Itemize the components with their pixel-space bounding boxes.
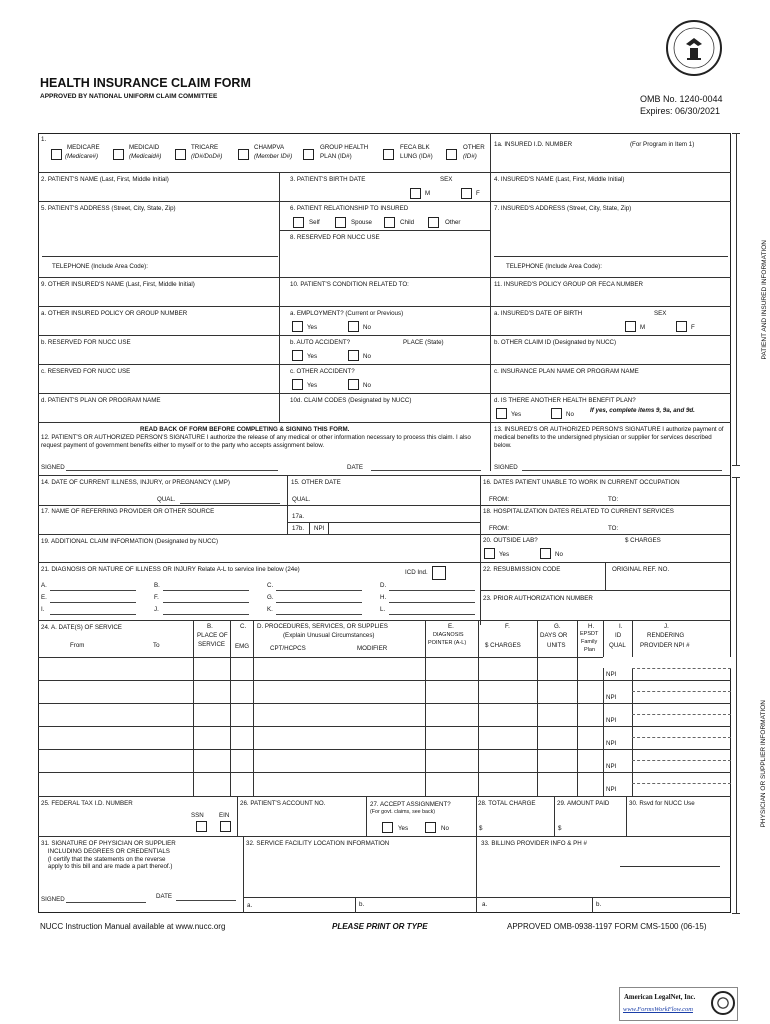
diag-i: I.	[41, 606, 45, 613]
sig12-signed-label: SIGNED	[41, 464, 65, 471]
b32-a-label: a.	[247, 902, 253, 909]
total-charge-dollar: $	[479, 825, 483, 832]
b31-date-label: DATE	[156, 893, 173, 900]
patient-name-label: 2. PATIENT'S NAME (Last, First, Middle Initial)	[41, 176, 169, 183]
claim-codes-label: 10d. CLAIM CODES (Designated by NUCC)	[290, 397, 412, 404]
col-h2-label: EPSDT	[580, 631, 599, 637]
resubmission-label: 22. RESUBMISSION CODE	[483, 566, 561, 573]
b31-signed-label: SIGNED	[41, 896, 65, 903]
agency-seal	[666, 20, 722, 76]
rel-spouse-label: Spouse	[351, 219, 372, 226]
b18-from-label: FROM:	[489, 525, 509, 532]
col-i2-label: ID	[615, 632, 622, 639]
b16-to-label: TO:	[608, 496, 619, 503]
npi-label-3: NPI	[606, 717, 617, 724]
col-e2-label: DIAGNOSIS	[433, 632, 464, 638]
patient-sex-m-checkbox[interactable]	[410, 188, 421, 199]
group-health-sublabel: PLAN (ID#)	[320, 153, 352, 160]
col-i-label: I.	[619, 623, 623, 630]
sig12-signature-line[interactable]	[66, 470, 278, 471]
other-insured-label: 9. OTHER INSURED'S NAME (Last, First, Middle Initial)	[41, 281, 195, 288]
outside-lab-charges-label: $ CHARGES	[625, 537, 661, 544]
rel-spouse-checkbox[interactable]	[335, 217, 346, 228]
another-plan-yes-checkbox[interactable]	[496, 408, 507, 419]
ssn-checkbox[interactable]	[196, 821, 207, 832]
other-date-label: 15. OTHER DATE	[291, 479, 341, 486]
medicaid-label: MEDICAID	[129, 144, 160, 151]
diag-g: G.	[267, 594, 274, 601]
insured-address-label: 7. INSURED'S ADDRESS (Street, City, State, Zip)	[494, 205, 632, 212]
omb-expiry: Expires: 06/30/2021	[640, 106, 721, 116]
ein-checkbox[interactable]	[220, 821, 231, 832]
sig12-date-label: DATE	[347, 464, 364, 471]
rel-other-label: Other	[445, 219, 461, 226]
billing-provider-label: 33. BILLING PROVIDER INFO & PH #	[481, 840, 587, 847]
ein-label: EIN	[219, 812, 230, 819]
sig13-signed-label: SIGNED	[494, 464, 518, 471]
insured-name-label: 4. INSURED'S NAME (Last, First, Middle Initial)	[494, 176, 625, 183]
policy-group-label: 11. INSURED'S POLICY GROUP OR FECA NUMBER	[494, 281, 644, 288]
b33-a-label: a.	[482, 901, 488, 908]
col-d-label: D. PROCEDURES, SERVICES, OR SUPPLIES	[257, 623, 388, 630]
hospitalization-label: 18. HOSPITALIZATION DATES RELATED TO CURRENT SERVICES	[483, 508, 674, 515]
side-label-physician: PHYSICIAN OR SUPPLIER INFORMATION	[759, 700, 767, 828]
insured-id-field[interactable]	[494, 151, 724, 171]
champva-sublabel: (Member ID#)	[254, 153, 293, 160]
other-accident-no-label: No	[363, 382, 371, 389]
npi-label-2: NPI	[606, 694, 617, 701]
side-label-patient: PATIENT AND INSURED INFORMATION	[760, 240, 768, 360]
diag-a: A.	[41, 582, 47, 589]
employment-yes-checkbox[interactable]	[292, 321, 303, 332]
relationship-label: 6. PATIENT RELATIONSHIP TO INSURED	[290, 205, 409, 212]
checkbox-other[interactable]	[446, 149, 457, 160]
brand-logo-icon	[711, 991, 735, 1015]
sig12-date-line[interactable]	[371, 470, 481, 471]
col-j3-label: PROVIDER NPI #	[640, 642, 690, 649]
brand-url[interactable]: www.FormsWorkFlow.com	[623, 1006, 693, 1013]
col-c-label: C.	[240, 623, 247, 630]
rel-self-checkbox[interactable]	[293, 217, 304, 228]
another-plan-yes-label: Yes	[511, 411, 522, 418]
icd-ind-label: ICD Ind.	[405, 569, 428, 576]
other-accident-yes-checkbox[interactable]	[292, 379, 303, 390]
tricare-label: TRICARE	[191, 144, 219, 151]
col-g2-label: DAYS OR	[540, 632, 568, 639]
checkbox-tricare[interactable]	[175, 149, 186, 160]
patient-name-field[interactable]	[40, 184, 276, 200]
col-f-label: F.	[505, 623, 510, 630]
other-claim-label: b. OTHER CLAIM ID (Designated by NUCC)	[494, 339, 617, 346]
assignment-no-checkbox[interactable]	[425, 822, 436, 833]
employment-no-checkbox[interactable]	[348, 321, 359, 332]
assignment-no-label: No	[441, 825, 449, 832]
facility-label: 32. SERVICE FACILITY LOCATION INFORMATION	[246, 840, 390, 847]
feca-label: FECA BLK	[400, 144, 430, 151]
footer-approved: APPROVED OMB-0938-1197 FORM CMS-1500 (06-15)	[507, 922, 707, 931]
sig12-text: 12. PATIENT'S OR AUTHORIZED PERSON'S SIGNATURE I authorize the release of any medical or other information necessary to process this claim. I also request payment of government benefits either to myself or to the party who accepts assignment below.	[41, 434, 471, 449]
another-plan-label: d. IS THERE ANOTHER HEALTH BENEFIT PLAN?	[494, 397, 636, 404]
b16-from-label: FROM:	[489, 496, 509, 503]
patient-birth-label: 3. PATIENT'S BIRTH DATE	[290, 176, 366, 183]
group-health-label: GROUP HEALTH	[320, 144, 369, 151]
col-d4-label: MODIFIER	[357, 645, 388, 652]
col-j-label: J.	[664, 623, 669, 630]
patient-sex-label: SEX	[440, 176, 453, 183]
col-h4-label: Plan	[584, 647, 596, 653]
checkbox-medicaid[interactable]	[113, 149, 124, 160]
patient-address-label: 5. PATIENT'S ADDRESS (Street, City, State, Zip)	[41, 205, 176, 212]
rel-child-label: Child	[400, 219, 415, 226]
insured-sex-label: SEX	[654, 310, 667, 317]
col-g-label: G.	[554, 623, 561, 630]
prior-auth-label: 23. PRIOR AUTHORIZATION NUMBER	[483, 595, 593, 602]
col-b3-label: SERVICE	[198, 641, 226, 648]
col-b2-label: PLACE OF	[197, 632, 228, 639]
auto-yes-label: Yes	[307, 353, 318, 360]
b17b-label: 17b.	[292, 525, 305, 532]
diag-e: E.	[41, 594, 47, 601]
b14-qual-label: QUAL.	[157, 496, 176, 503]
patient-plan-label: d. PATIENT'S PLAN OR PROGRAM NAME	[41, 397, 161, 404]
b33-b-label: b.	[596, 901, 602, 908]
other-label: OTHER	[463, 144, 485, 151]
other-accident-label: c. OTHER ACCIDENT?	[290, 368, 355, 375]
npi-label-5: NPI	[606, 763, 617, 770]
rel-self-label: Self	[309, 219, 320, 226]
b15-qual-label: QUAL.	[292, 496, 311, 503]
box1-number: 1.	[41, 136, 47, 143]
other-policy-label: a. OTHER INSURED POLICY OR GROUP NUMBER	[41, 310, 188, 317]
footer-manual: NUCC Instruction Manual available at www.nucc.org	[40, 922, 226, 931]
b31-signature-line[interactable]	[66, 902, 146, 903]
service-line-6[interactable]	[38, 772, 731, 796]
referring-provider-label: 17. NAME OF REFERRING PROVIDER OR OTHER SOURCE	[41, 508, 215, 515]
diagnosis-label: 21. DIAGNOSIS OR NATURE OF ILLNESS OR INJURY Relate A-L to service line below (24e)	[41, 566, 300, 573]
additional-info-label: 19. ADDITIONAL CLAIM INFORMATION (Designated by NUCC)	[41, 538, 219, 545]
read-back-note: READ BACK OF FORM BEFORE COMPLETING & SIGNING THIS FORM.	[140, 426, 350, 433]
checkbox-medicare[interactable]	[51, 149, 62, 160]
b17b-npi-label: NPI	[314, 525, 325, 532]
ssn-label: SSN	[191, 812, 204, 819]
service-line-4[interactable]	[38, 726, 731, 749]
insured-dob-label: a. INSURED'S DATE OF BIRTH	[494, 310, 583, 317]
rsvd-nucc-label: 30. Rsvd for NUCC Use	[629, 800, 695, 807]
diag-d: D.	[380, 582, 387, 589]
b18-to-label: TO:	[608, 525, 619, 532]
diag-h: H.	[380, 594, 387, 601]
insured-sex-f-checkbox[interactable]	[676, 321, 687, 332]
illness-date-label: 14. DATE OF CURRENT ILLNESS, INJURY, or PREGNANCY (LMP)	[41, 479, 230, 486]
rel-other-checkbox[interactable]	[428, 217, 439, 228]
insured-sex-m-label: M	[640, 324, 646, 331]
col-d3-label: CPT/HCPCS	[270, 645, 306, 652]
assignment-yes-checkbox[interactable]	[382, 822, 393, 833]
npi-label-6: NPI	[606, 786, 617, 793]
service-line-5[interactable]	[38, 749, 731, 772]
physician-signature-label: 31. SIGNATURE OF PHYSICIAN OR SUPPLIER INCLUDING DEGREES OR CREDENTIALS (I certify that the statements on the reverse apply to this bill and are made a part thereof.)	[41, 840, 176, 871]
col-b-label: B.	[207, 623, 213, 630]
feca-sublabel: LUNG (ID#)	[400, 153, 433, 160]
other-accident-yes-label: Yes	[307, 382, 318, 389]
footer-print-note: PLEASE PRINT OR TYPE	[332, 922, 428, 931]
service-line-2[interactable]	[38, 680, 731, 703]
col-j2-label: RENDERING	[647, 632, 685, 639]
col-h3-label: Family	[581, 639, 598, 645]
reserved-b-label: b. RESERVED FOR NUCC USE	[41, 339, 131, 346]
outside-lab-label: 20. OUTSIDE LAB?	[483, 537, 538, 544]
condition-label: 10. PATIENT'S CONDITION RELATED TO:	[290, 281, 409, 288]
checkbox-champva[interactable]	[238, 149, 249, 160]
outside-lab-no-checkbox[interactable]	[540, 548, 551, 559]
original-ref-label: ORIGINAL REF. NO.	[612, 566, 670, 573]
eagle-seal-icon	[668, 22, 720, 74]
patient-sex-m-label: M	[425, 190, 431, 197]
icd-ind-box[interactable]	[432, 566, 446, 580]
reserved-c-label: c. RESERVED FOR NUCC USE	[41, 368, 131, 375]
if-yes-note: If yes, complete items 9, 9a, and 9d.	[590, 407, 695, 414]
form-title: HEALTH INSURANCE CLAIM FORM	[40, 76, 251, 90]
outside-lab-yes-checkbox[interactable]	[484, 548, 495, 559]
diag-c: C.	[267, 582, 274, 589]
insurance-plan-label: c. INSURANCE PLAN NAME OR PROGRAM NAME	[494, 368, 639, 375]
auto-place-label: PLACE (State)	[403, 339, 444, 346]
b32-b-label: b.	[359, 901, 365, 908]
auto-yes-checkbox[interactable]	[292, 350, 303, 361]
other-sublabel: (ID#)	[463, 153, 477, 160]
employment-label: a. EMPLOYMENT? (Current or Previous)	[290, 310, 404, 317]
service-to-label: To	[153, 642, 160, 649]
service-from-label: From	[70, 642, 85, 649]
omb-number: OMB No. 1240-0044	[640, 94, 723, 104]
form-subtitle: APPROVED BY NATIONAL UNIFORM CLAIM COMMITTEE	[40, 93, 218, 100]
col-e-label: E.	[448, 623, 454, 630]
amount-paid-label: 29. AMOUNT PAID	[557, 800, 610, 807]
service-line-3[interactable]	[38, 703, 731, 726]
rel-child-checkbox[interactable]	[384, 217, 395, 228]
patient-sex-f-checkbox[interactable]	[461, 188, 472, 199]
outside-lab-no-label: No	[555, 551, 563, 558]
tax-id-label: 25. FEDERAL TAX I.D. NUMBER	[41, 800, 133, 807]
patient-address-field[interactable]	[40, 214, 276, 254]
accept-assignment-label: 27. ACCEPT ASSIGNMENT?	[370, 801, 451, 808]
b17a-label: 17a.	[292, 513, 305, 520]
insured-telephone-label: TELEPHONE (Include Area Code):	[506, 263, 602, 270]
col-e3-label: POINTER (A-L)	[428, 640, 467, 646]
patient-sex-f-label: F	[476, 190, 480, 197]
medicaid-sublabel: (Medicaid#)	[129, 153, 162, 160]
col-h-label: H.	[588, 623, 595, 630]
account-no-label: 26. PATIENT'S ACCOUNT NO.	[240, 800, 326, 807]
col-i3-label: QUAL	[609, 642, 626, 649]
checkbox-group-health[interactable]	[303, 149, 314, 160]
service-date-label: 24. A. DATE(S) OF SERVICE	[41, 624, 122, 631]
other-accident-no-checkbox[interactable]	[348, 379, 359, 390]
outside-lab-yes-label: Yes	[499, 551, 510, 558]
another-plan-no-label: No	[566, 411, 574, 418]
accept-assignment-sub: (For govt. claims, see back)	[370, 809, 436, 815]
insured-sex-m-checkbox[interactable]	[625, 321, 636, 332]
medicare-sublabel: (Medicare#)	[65, 153, 99, 160]
col-f2-label: $ CHARGES	[485, 642, 521, 649]
col-g3-label: UNITS	[547, 642, 566, 649]
insured-sex-f-label: F	[691, 324, 695, 331]
col-d2-label: (Explain Unusual Circumstances)	[283, 632, 375, 639]
npi-label-1: NPI	[606, 671, 617, 678]
col-c2-label: EMG	[235, 643, 250, 650]
diag-k: K.	[267, 606, 273, 613]
diag-j: J.	[154, 606, 159, 613]
unable-work-label: 16. DATES PATIENT UNABLE TO WORK IN CURRENT OCCUPATION	[483, 479, 680, 486]
total-charge-label: 28. TOTAL CHARGE	[478, 800, 536, 807]
diag-f: F.	[154, 594, 159, 601]
assignment-yes-label: Yes	[398, 825, 409, 832]
champva-label: CHAMPVA	[254, 144, 285, 151]
program-note: (For Program in Item 1)	[630, 141, 695, 148]
employment-no-label: No	[363, 324, 371, 331]
amount-paid-dollar: $	[558, 825, 562, 832]
diag-b: B.	[154, 582, 160, 589]
tricare-sublabel: (ID#/DoD#)	[191, 153, 223, 160]
sig13-signature-line[interactable]	[522, 470, 722, 471]
reserved8-label: 8. RESERVED FOR NUCC USE	[290, 234, 380, 241]
brand-name: American LegalNet, Inc.	[624, 994, 696, 1001]
auto-no-label: No	[363, 353, 371, 360]
auto-accident-label: b. AUTO ACCIDENT?	[290, 339, 351, 346]
b31-date-line[interactable]	[176, 900, 236, 901]
insured-id-label: 1a. INSURED I.D. NUMBER	[494, 141, 573, 148]
auto-no-checkbox[interactable]	[348, 350, 359, 361]
another-plan-no-checkbox[interactable]	[551, 408, 562, 419]
patient-telephone-label: TELEPHONE (Include Area Code):	[52, 263, 148, 270]
checkbox-feca[interactable]	[383, 149, 394, 160]
employment-yes-label: Yes	[307, 324, 318, 331]
diag-l: L.	[380, 606, 386, 613]
npi-label-4: NPI	[606, 740, 617, 747]
sig13-text: 13. INSURED'S OR AUTHORIZED PERSON'S SIGNATURE I authorize payment of medical benefits to the undersigned physician or supplier for services described below.	[494, 426, 724, 449]
medicare-label: MEDICARE	[67, 144, 100, 151]
